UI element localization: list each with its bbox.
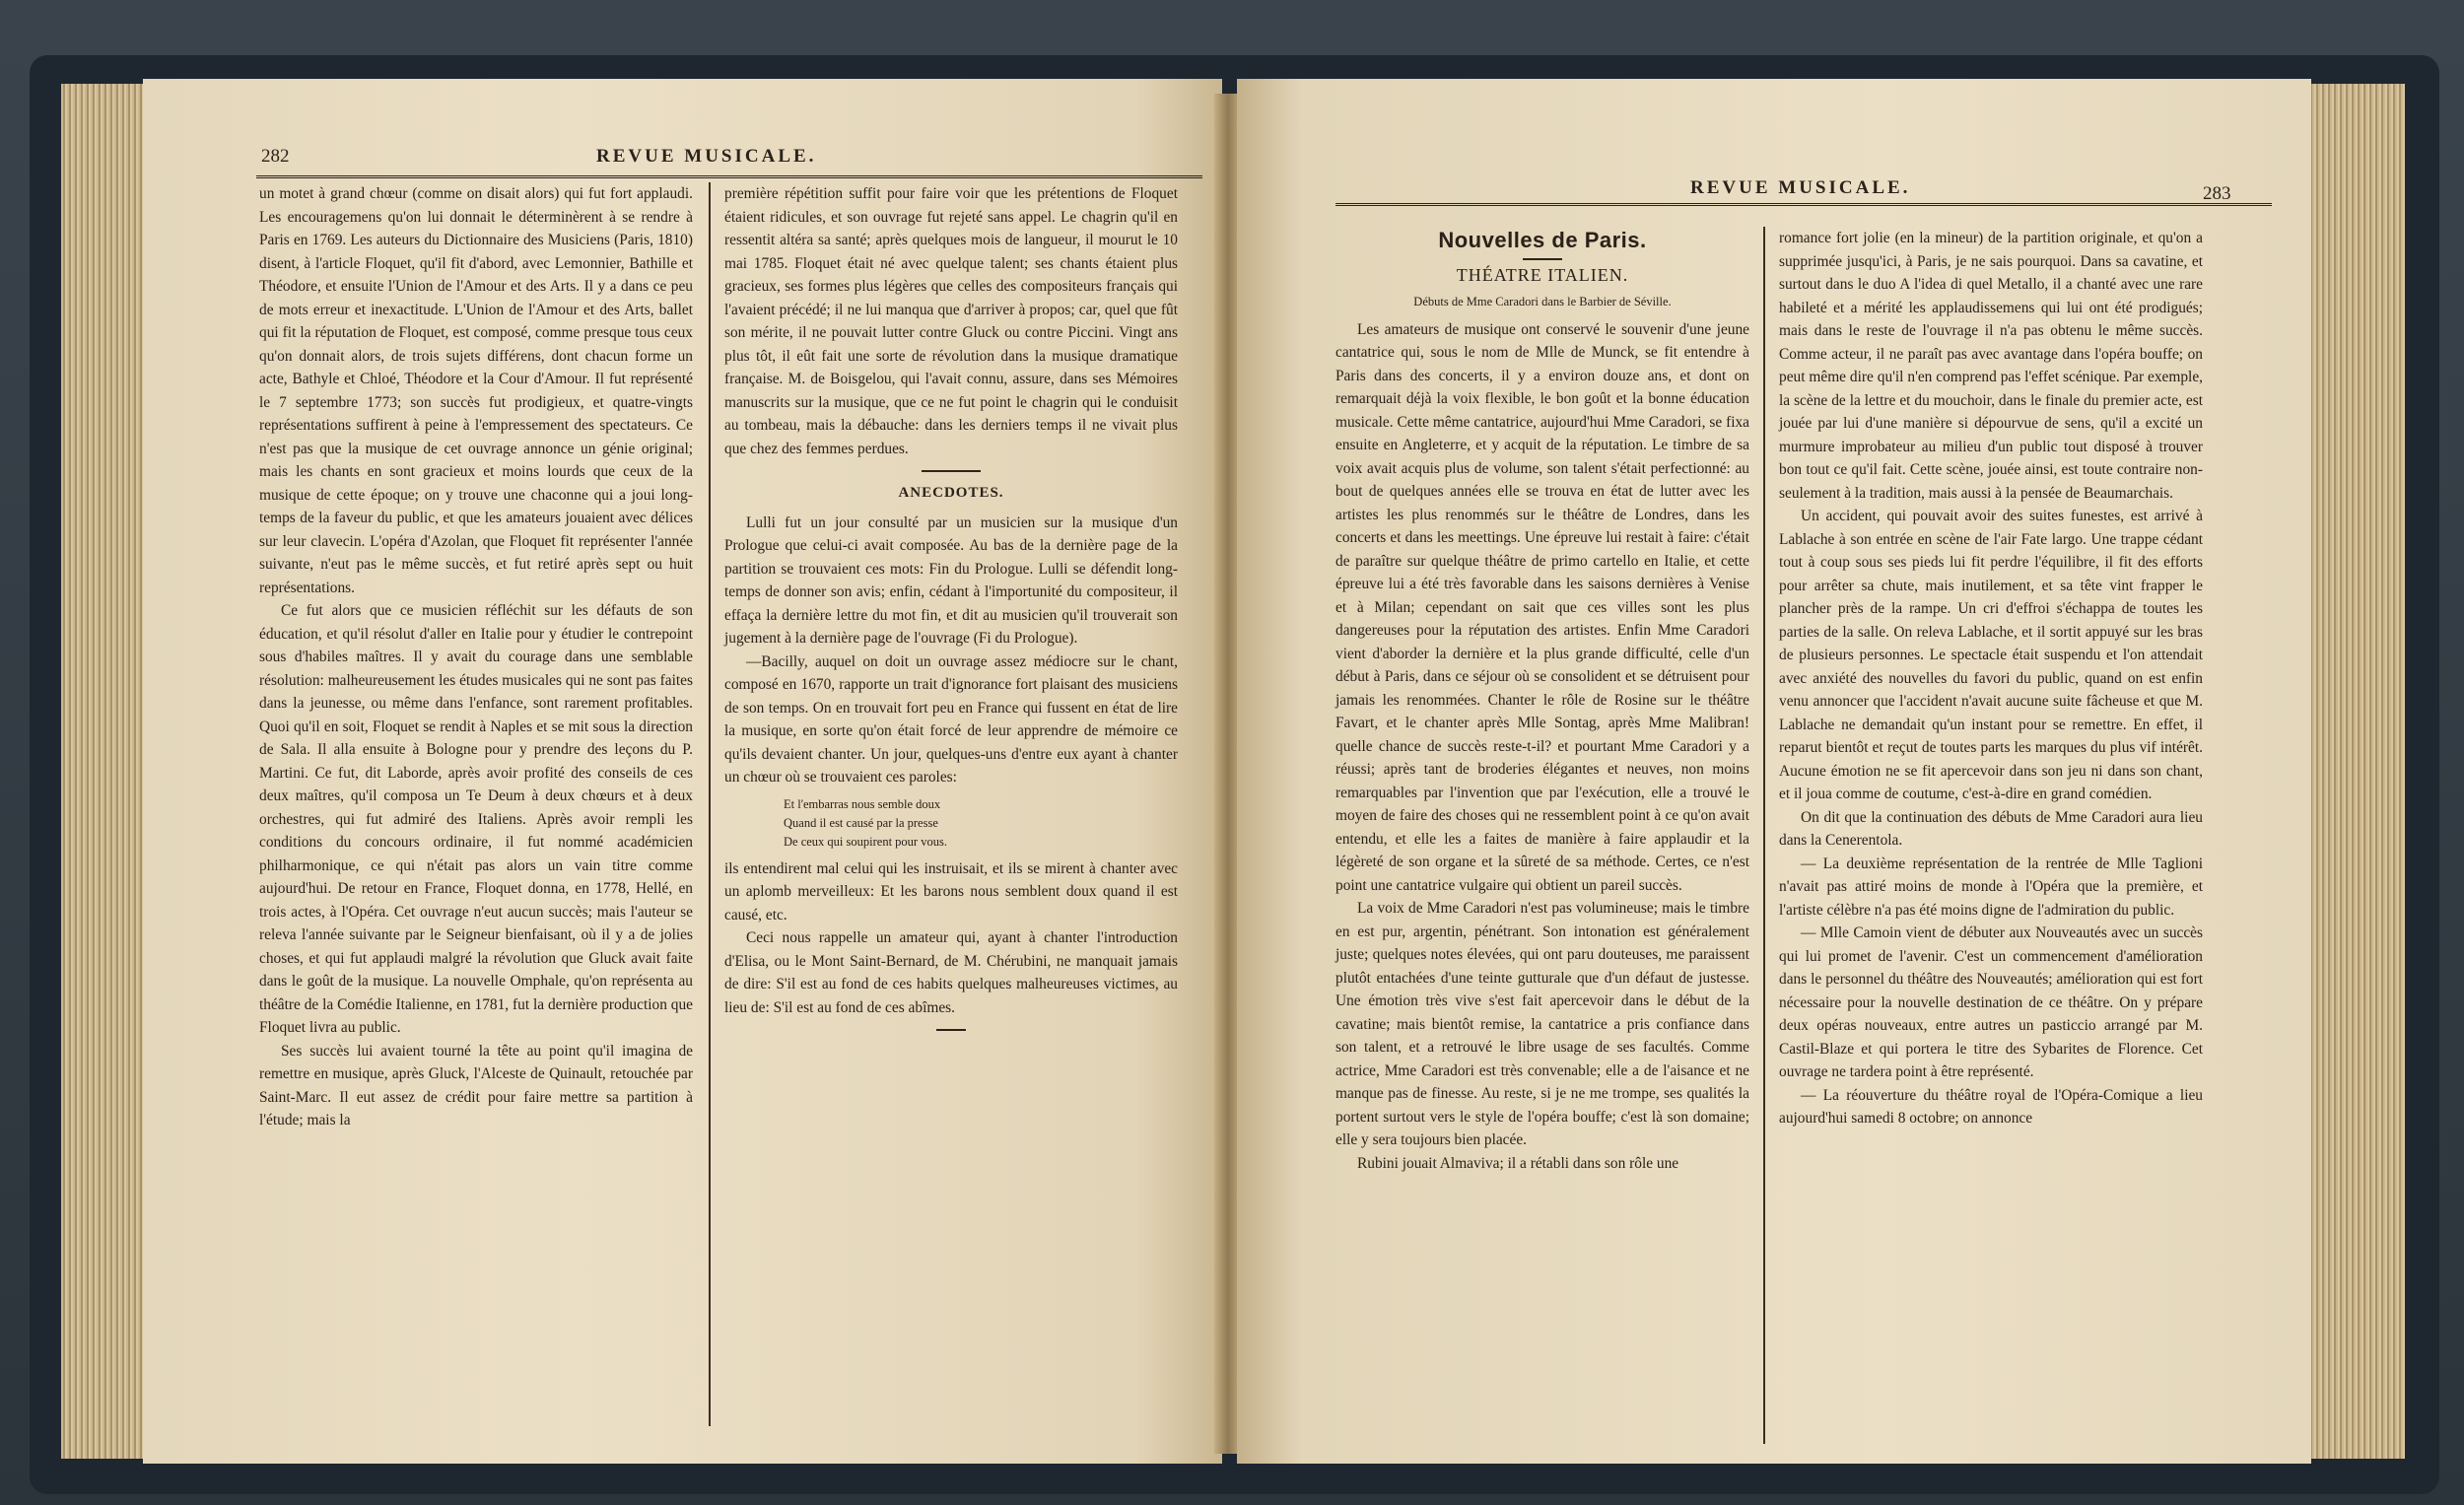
paragraph: — La réouverture du théâtre royal de l'Opéra-Comique a lieu aujourd'hui samedi 8 octobre; on annonce [1779,1086,2203,1127]
running-head-left: REVUE MUSICALE. [596,146,817,167]
section-title: Nouvelles de Paris. [1438,228,1647,252]
paragraph: Lulli fut un jour consulté par un musicien sur la musique d'un Prologue que celui-ci avait composée. Au bas de la dernière page de la partition se trouvaient ces mots: Fin du Prologue. Lulli se défendit long-temps de donner son avis; enfin, cédant à l'importunité du compositeur, il effaça la dernière lettre du mot fin, et dit au musicien qu'il trouverait son jugement à la dernière page de l'ouvrage (Fi du Prologue). [724,513,1178,647]
column-separator [709,182,711,1426]
right-page [1237,79,2311,1464]
paragraph: ils entendirent mal celui qui les instruisait, et ils se mirent à chanter avec un aplomb merveilleux: Et les barons nous semblent doux quand il est causé, etc. [724,859,1178,924]
paragraph: On dit que la continuation des débuts de Mme Caradori aura lieu dans la Cenerentola. [1779,808,2203,849]
verse-quote [784,795,1178,852]
verse-line: Et l'embarras nous semble doux [784,796,941,811]
paragraph: Ceci nous rappelle un amateur qui, ayant à chanter l'introduction d'Elisa, ou le Mont Saint-Bernard, de M. Chérubini, ne manquait jamais de dire: S'il est au fond de ces habits quelques malheureuses victimes, au lieu de: S'il est au fond de ces abîmes. [724,929,1178,1016]
paragraph: Ce fut alors que ce musicien réfléchit sur les défauts de son éducation, et qu'il résolut d'aller en Italie pour y étudier le contrepoint sous d'habiles maîtres. Il y avait du courage dans une semblable résolution: malheureusement les études musicales qui ne sont pas faites dans la jeunesse, ou même dans l'enfance, sont rarement profitables. Quoi qu'il en soit, Floquet se rendit à Naples et se mit sous la direction de Sala. Il alla ensuite à Bologne pour y prendre des leçons du P. Martini. Ce fut, dit Laborde, après avoir profité des conseils de ces deux maîtres, qu'il composa un Te Deum à deux chœurs et à deux orchestres, qui fut admiré des Italiens. Après avoir rempli les conditions du concours ordinaire, il fut nommé académicien philharmonique, ce qui n'était pas alors un vain titre comme aujourd'hui. De retour en France, Floquet donna, en 1778, Hellé, en trois actes, à l'Opéra. Cet ouvrage n'eut aucun succès; mais l'auteur se releva l'année suivante par le Seigneur bienfaisant, où il y a de jolies choses, et qui fut applaudi malgré la révolution que Gluck avait faite dans le goût de la musique. La nouvelle Omphale, qu'on représenta au théâtre de la Comédie Italienne, en 1781, fut la dernière production que Floquet livra au public. [259,602,693,1036]
paragraph: Ses succès lui avaient tourné la tête au point qu'il imagina de remettre en musique, après Gluck, l'Alceste de Quinault, retouchée par Saint-Marc. Il eut assez de crédit pour faire mettre sa partition à l'étude; mais la [259,1042,693,1129]
left-page [143,79,1222,1464]
paragraph: romance fort jolie (en la mineur) de la partition originale, et qu'on a supprimée jusqu'ici, à Paris, je ne sais pourquoi. Dans sa cavatine, et surtout dans le duo A l'idea di quel Metallo, il a chanté avec une rare habileté et a mérité les applaudissemens qui lui ont été prodigués; mais dans le reste de l'ouvrage il n'a pas obtenu le même succès. Comme acteur, il ne paraît pas avec avantage dans l'opéra bouffe; on peut même dire qu'il n'en comprend pas l'effet scénique. Par exemple, la scène de la lettre et du mouchoir, dans le finale du premier acte, est jouée par lui d'une manière si dépourvue de sens, qu'il a excité un murmure improbateur au milieu d'un public tout disposé à trouver bon tout ce qu'il fait. Cette scène, jouée ainsi, est toute contraire non-seulement à la tradition, mais aussi à la pensée de Beaumarchais. [1779,230,2203,502]
header-rule-left [256,175,1202,178]
page-number-right: 283 [2203,183,2231,204]
paragraph: —Bacilly, auquel on doit un ouvrage assez médiocre sur le chant, composé en 1670, rapporte un trait d'ignorance fort plaisant des musiciens de son temps. On en trouvait fort peu en France qui fussent en état de lire la musique, en sorte qu'on était forcé de leur apprendre de mémoire ce qu'ils devaient chanter. Un jour, quelques-uns d'entre eux ayant à chanter un chœur où se trouvaient ces paroles: [724,652,1178,786]
paragraph: — Mlle Camoin vient de débuter aux Nouveautés avec un succès qui lui promet de l'avenir. C'est un commencement d'amélioration dans le personnel du théâtre des Nouveautés; amélioration qui est fort nécessaire pour la nouvelle destination de ce théâtre. On y prépare deux opéras nouveaux, entre autres un pasticcio arrangé par M. Castil-Blaze et qui portera le titre des Sybarites de Florence. Cet ouvrage ne tardera point à être représenté. [1779,924,2203,1080]
paragraph: première répétition suffit pour faire voir que les prétentions de Floquet étaient ridicules, et son ouvrage fut rejeté sans appel. Le chagrin qu'il en ressentit altéra sa santé; après quelques mois de langueur, il mourut le 10 mai 1785. Floquet était né avec quelque talent; ses chants étaient plus gracieux, ses formes plus légères que celles des compositeurs français qui l'avaient précédé; il ne lui manqua que d'arriver à propos; car, quel que fût son mérite, il ne pouvait lutter contre Gluck ou contre Piccini. Vingt ans plus tôt, il eût fait une sorte de révolution dans la musique dramatique française. M. de Boisgelou, qui l'avait connu, assure, dans ses Mémoires manuscrits sur la musique, que ce ne fut point le chagrin qui le conduisit au tombeau, mais la débauche: dans les derniers temps il ne vivait plus que chez des femmes perdues. [724,185,1178,457]
right-column-2 [1779,227,2203,1130]
left-column-2 [724,182,1178,1041]
header-rule-right [1335,203,2272,206]
paragraph: — La deuxième représentation de la rentrée de Mlle Taglioni n'avait pas attiré moins de monde à l'Opéra que la première, et l'artiste célèbre n'a pas été moins digne de l'admiration du public. [1779,855,2203,919]
anecdotes-heading: ANECDOTES. [898,485,1004,501]
running-head-right: REVUE MUSICALE. [1690,177,1911,198]
verse-line: Quand il est causé par la presse [784,815,938,830]
section-divider [922,470,981,472]
page-number-left: 282 [261,146,290,167]
verse-line: De ceux qui soupirent pour vous. [784,834,947,849]
page-edges-right [2296,84,2405,1459]
right-column-1 [1335,227,1749,1175]
paragraph: Rubini jouait Almaviva; il a rétabli dans son rôle une [1357,1154,1679,1172]
title-divider [1523,258,1562,260]
end-divider [936,1029,966,1031]
paragraph: Un accident, qui pouvait avoir des suites funestes, est arrivé à Lablache à son entrée en scène de l'air Fate largo. Une trappe cédant tout à coup sous ses pieds lui fit perdre l'équilibre, il fit des efforts pour arrêter sa chute, mais inutilement, et sa tête vint frapper le plancher près de la rampe. Un cri d'effroi s'échappa de toutes les parties de la salle. On releva Lablache, et il sortit appuyé sur les bras de plusieurs personnes. Le spectacle était suspendu et l'on attendait avec anxiété des nouvelles du favori du public, quand on est enfin venu annoncer que l'accident n'avait aucune suite fâcheuse et que M. Lablache ne demandait qu'un instant pour se remettre. En effet, il reparut bientôt et reçut de toutes parts les marques du plus vif intérêt. Aucune émotion ne se fit apercevoir dans son jeu ni dans son chant, et il joua comme de coutume, c'est-à-dire en grand comédien. [1779,508,2203,802]
paragraph: Les amateurs de musique ont conservé le souvenir d'une jeune cantatrice qui, sous le nom de Mlle de Munck, se fit entendre à Paris dans des concerts, il y a environ douze ans, et dont on remarquait déjà la voix flexible, le bon goût et la bonne éducation musicale. Cette même cantatrice, aujourd'hui Mme Caradori, se fixa ensuite en Angleterre, et y acquit de la réputation. Le timbre de sa voix avait acquis plus de volume, son talent s'était perfectionné: au bout de quelques années elle se trouva en état de lutter avec les artistes les plus renommés sur le théâtre de Londres, dans les concerts et dans les meettings. Une épreuve lui restait à faire: c'était de paraître sur quelque théâtre de primo cartello en Italie, et cette épreuve lui a été très favorable dans les saisons dernières à Venise et à Milan; cependant on sait que ces villes sont les plus dangereuses pour la réputation des artistes. Enfin Mme Caradori vient d'aborder la dernière et la plus grande difficulté, celle d'un début à Paris, dans ce séjour où se consolident et se détruisent pour jamais les renommées. Chanter le rôle de Rosine sur le théâtre Favart, et le chanter après Mlle Sontag, après Mme Malibran! quelle chance de succès reste-t-il? et pourtant Mme Caradori y a réussi; après tant de broderies élégantes et neuves, non moins remarquables par l'invention que par l'exécution, elle a trouvé le moyen de faire des choses qui ne ressemblent point à ce qu'on avait entendu, et elle les a faites de manière à faire applaudir et la légèreté de son organe et la sûreté de sa méthode. Certes, ce n'est point une cantatrice vulgaire qui obtient un pareil succès. [1335,320,1749,894]
paragraph: un motet à grand chœur (comme on disait alors) qui fut fort applaudi. Les encouragemens qu'on lui donnait le déterminèrent à se rendre à Paris en 1769. Les auteurs du Dictionnaire des Musiciens (Paris, 1810) disent, à l'article Floquet, qu'il fit d'abord, avec Lemonnier, Bathille et Théodore, et ensuite l'Union de l'Amour et des Arts. Il y a dans ce peu de mots erreur et inexactitude. L'Union de l'Amour et des Arts, ballet qui fit la réputation de Floquet, est composé, comme presque tous ceux qu'on donnait alors, de trois sujets différens, dont chacun forme un acte, Bathyle et Chloé, Théodore et la Cour d'Amour. Il fut représenté le 7 septembre 1773; son succès fut prodigieux, et quatre-vingts représentations suffirent à peine à l'empressement des spectateurs. Ce n'est pas que la musique de cet ouvrage annonce un génie original; mais les chants en sont gracieux et moins lourds que ceux de la musique de cette époque; on y trouve une chaconne qui a joui long-temps de la faveur du public, et que les amateurs jouaient avec délices sur leur clavecin. L'opéra d'Azolan, que Floquet fit représenter l'année suivante, n'eut pas le même succès, et fut retiré après sept ou huit représentations. [259,185,693,596]
theatre-title: THÉATRE ITALIEN. [1456,264,1629,285]
left-column-1 [259,182,693,1132]
debut-subtitle: Débuts de Mme Caradori dans le Barbier de Séville. [1413,295,1672,308]
paragraph: La voix de Mme Caradori n'est pas volumineuse; mais le timbre en est pur, argentin, pénétrant. Son intonation est généralement juste; quelques notes élevées, qui ont paru douteuses, me paraissent plutôt entachées d'une teinte gutturale que d'un défaut de justesse. Une émotion très vive s'est fait apercevoir dans le début de la cavatine; mais bientôt remise, la cantatrice a pris confiance dans son talent, et a retrouvé le libre usage de ses facultés. Comme actrice, Mme Caradori est très convenable; elle a de l'aisance et ne manque pas de finesse. Au reste, si je ne me trompe, ses qualités la portent surtout vers le style de l'opéra bouffe; c'est là son domaine; elle y sera toujours bien placée. [1335,900,1749,1148]
column-separator [1763,227,1765,1444]
